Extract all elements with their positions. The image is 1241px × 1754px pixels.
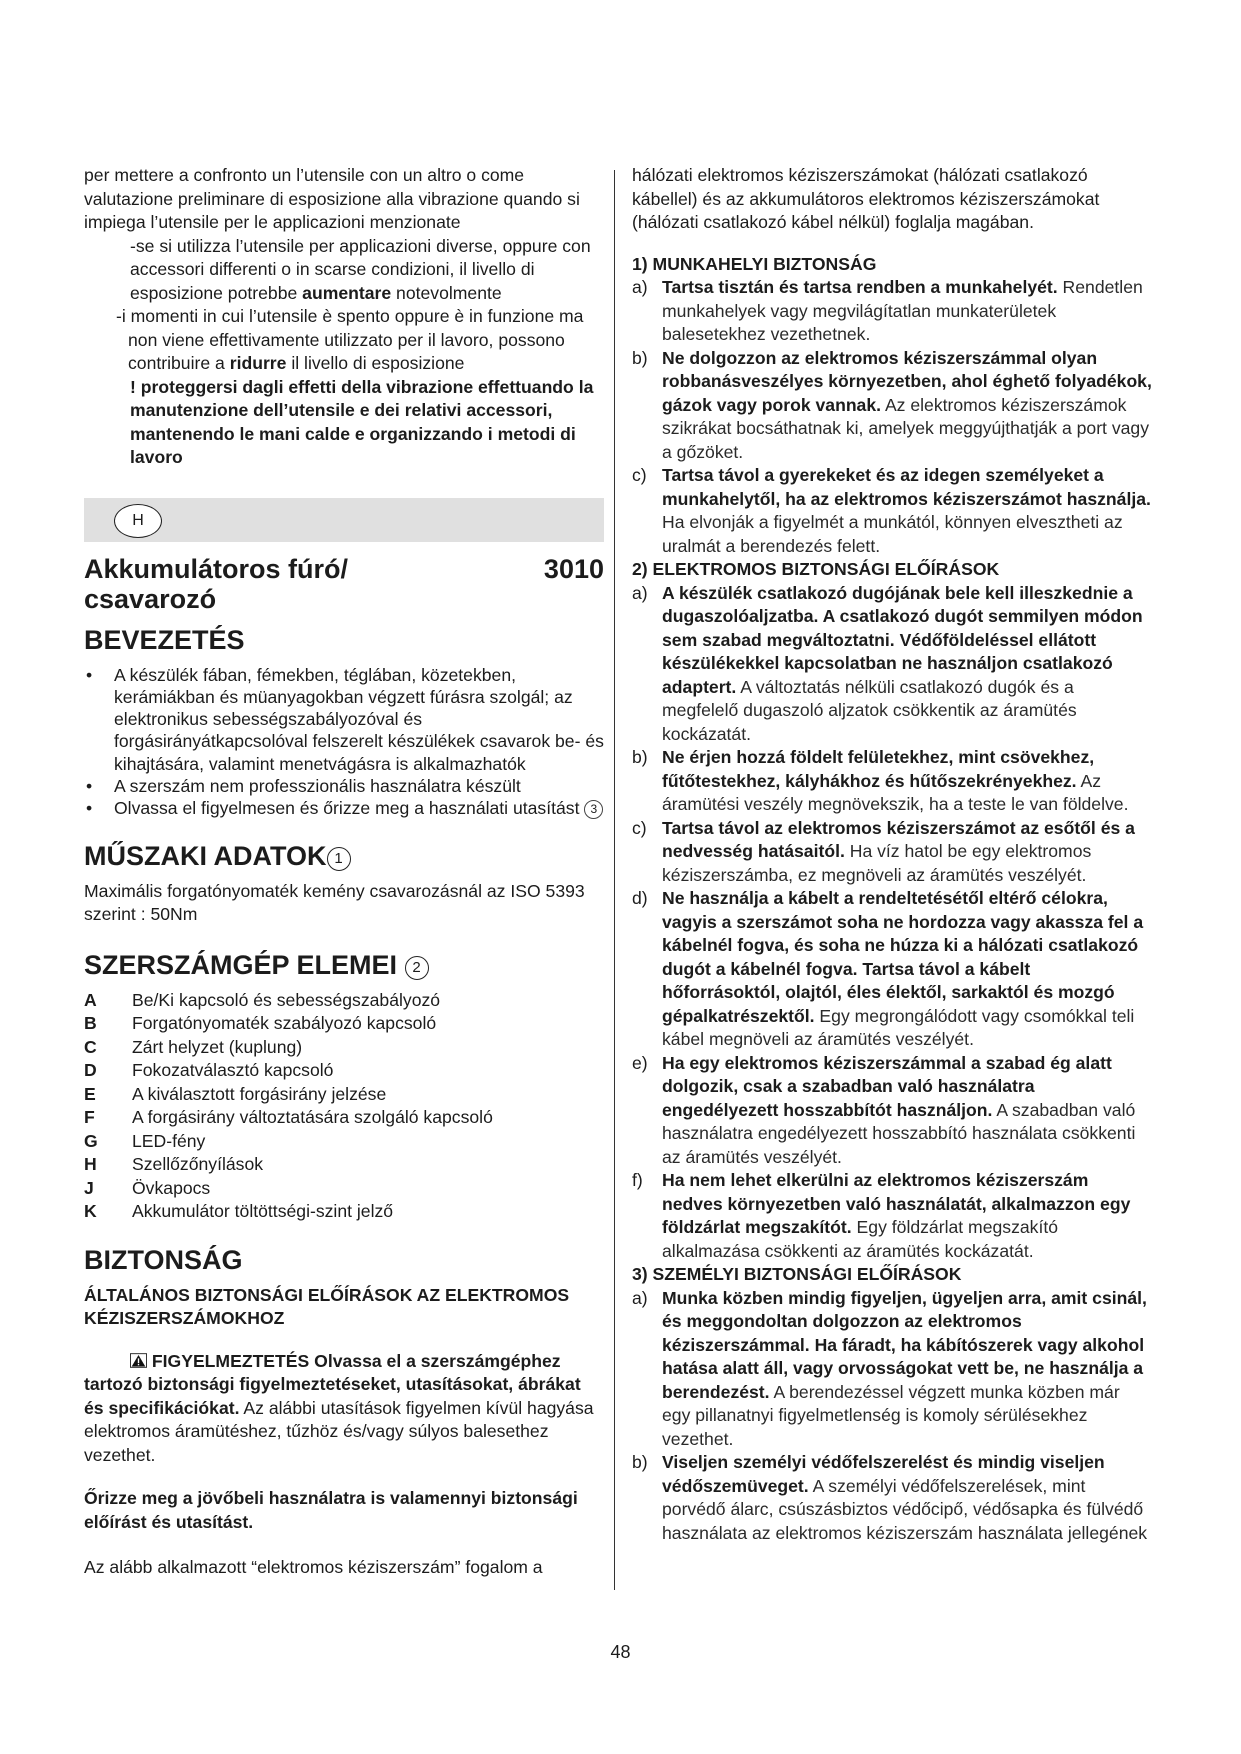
intro-paragraph: per mettere a confronto un l’utensile con un altro o come valutazione preliminare di esposizione alla vibrazione quando si impiega l’utensile per le applicazioni menzionate xyxy=(84,165,580,232)
part-label: Övkapocs xyxy=(132,1177,211,1198)
part-label: A kiválasztott forgásirány jelzése xyxy=(132,1083,387,1104)
part-label: LED-fény xyxy=(132,1130,206,1151)
heading-introduction: BEVEZETÉS xyxy=(84,624,245,655)
dash1-text-c: notevolmente xyxy=(391,282,502,303)
parts-list xyxy=(84,989,604,1224)
rule-label: b) xyxy=(632,347,648,368)
part-key: J xyxy=(84,1177,94,1198)
rule-item xyxy=(632,1169,1152,1263)
figure-ref-1: 1 xyxy=(327,847,351,871)
part-label: Fokozatválasztó kapcsoló xyxy=(132,1060,334,1081)
part-label: Akkumulátor töltöttségi-szint jelző xyxy=(132,1201,394,1222)
left-column xyxy=(84,164,604,1580)
part-label: Forgatónyomaték szabályozó kapcsoló xyxy=(132,1013,437,1034)
column-divider xyxy=(614,170,615,1590)
section-heading: 2) ELEKTROMOS BIZTONSÁGI ELŐÍRÁSOK xyxy=(632,559,1000,579)
rule-bold: Ne dolgozzon az elektromos kéziszerszámmal olyan robbanásveszélyes környezetben, ahol éghető folyadékok, gázok vagy porok vannak. xyxy=(662,347,1152,415)
heading-tool-parts xyxy=(84,949,604,981)
language-band xyxy=(84,498,604,542)
part-key: G xyxy=(84,1130,98,1151)
part-row xyxy=(84,989,604,1013)
dash1-bold: aumentare xyxy=(302,282,392,303)
part-label: A forgásirány változtatására szolgáló kapcsoló xyxy=(132,1107,493,1128)
rule-label: d) xyxy=(632,888,648,908)
rule-item xyxy=(632,1052,1152,1170)
rule-item xyxy=(632,582,1152,747)
section-electrical-safety xyxy=(632,558,1152,1263)
dash2-bold: ridurre xyxy=(229,353,287,373)
rule-item xyxy=(632,887,1152,1052)
part-label: Be/Ki kapcsoló és sebességszabályozó xyxy=(132,989,441,1010)
rule-label: e) xyxy=(632,1052,648,1073)
intro-bullet-1: • A készülék fában, fémekben, téglában, közetekben, kerámiákban és müanyagokban végzett fúrásra szolgál; az elektronikus sebességszabályozóval és forgásirányátkapcsolóval felszerelt készülékek csavarok be- és kihajtására, valamint menetvágásra is alkalmazhatók xyxy=(84,664,604,775)
part-row xyxy=(84,1036,604,1060)
rule-text: Egy megrongálódott vagy csomókkal teli kábel megnöveli az áramütés veszélyét. xyxy=(662,1005,1135,1049)
part-key: C xyxy=(84,1036,97,1057)
part-row xyxy=(84,1012,604,1036)
dash1-text-a: -se si utilizza l’utensile per applicazioni diverse, oppure con accessori differenti o in scarse condizioni, il livello di esposizione potrebbe xyxy=(130,235,591,303)
term-definition: Az alább alkalmazott “elektromos kéziszerszám” fogalom a xyxy=(84,1557,543,1578)
rule-item xyxy=(632,746,1152,817)
rule-bold: Munka közben mindig figyeljen, ügyeljen arra, amit csinál, és meggondoltan dolgozzon az elektromos kéziszerszámmal. Ha fáradt, ha kábítószerek vagy alkohol hatása alatt áll, vagy orvosságokat vett be, ne használja a berendezést. xyxy=(662,1287,1147,1402)
part-row xyxy=(84,1130,604,1154)
warning-paragraph xyxy=(84,1350,604,1468)
rule-text: A berendezéssel végzett munka közben már egy pillanatnyi figyelmetlenség is komoly sérülésekhez vezethet. xyxy=(662,1381,1120,1449)
section-personal-safety xyxy=(632,1263,1152,1545)
rule-text: A változtatás nélküli csatlakozó dugók és a megfelelő dugaszoló aljzatok csökkentik az áramütés kockázatát. xyxy=(662,676,1077,744)
continuation-paragraph: hálózati elektromos kéziszerszámokat (hálózati csatlakozó kábellel) és az akkumulátoros elektromos kéziszerszámokat (hálózati csatlakozó kábel nélkül) foglalja magában. xyxy=(632,165,1100,232)
part-key: A xyxy=(84,989,97,1010)
section-heading: 1) MUNKAHELYI BIZTONSÁG xyxy=(632,253,877,274)
rule-bold: Ne érjen hozzá földelt felületekhez, mint csövekhez, fűtőtestekhez, kályhákhoz és hűtőszekrényekhez. xyxy=(662,747,1095,791)
part-key: B xyxy=(84,1013,97,1034)
heading-safety: BIZTONSÁG xyxy=(84,1244,243,1275)
product-title: Akkumulátoros fúró/ csavarozó xyxy=(84,553,349,614)
part-row xyxy=(84,1200,604,1224)
figure-ref-3: 3 xyxy=(584,800,603,819)
part-row xyxy=(84,1059,604,1083)
part-key: H xyxy=(84,1154,97,1175)
warning-text: Az alábbi utasítások figyelmen kívül hagyása elektromos áramütéshez, tűzhöz és/vagy súlyos balesethez vezethet. xyxy=(84,1397,594,1465)
part-row xyxy=(84,1153,604,1177)
warning-triangle-icon xyxy=(130,1353,147,1368)
rule-bold: Ne használja a kábelt a rendeltetésétől eltérő célokra, vagyis a szerszámot soha ne hordozza vagy akassza fel a kábelnél fogva, és soha ne húzza ki a hálózati csatlakozó dugót a kábelnél fogva. Tartsa távol a kábelt hőforrásoktól, olajtól, éles élektől, sarkaktól és mozgó gépalkatrészektől. xyxy=(662,888,1144,1026)
heading-technical-data-text: MŰSZAKI ADATOK xyxy=(84,840,327,871)
warning-bold-text: FIGYELMEZTETÉS Olvassa el a szerszámgéphez tartozó biztonsági figyelmeztetéseket, utasításokat, ábrákat és specifikációkat. xyxy=(84,1350,581,1418)
part-key: D xyxy=(84,1060,97,1081)
rule-item xyxy=(632,347,1152,465)
rule-bold: Tartsa távol az elektromos kéziszerszámot az esőtől és a nedvesség hatásaitól. xyxy=(662,817,1135,861)
part-row xyxy=(84,1083,604,1107)
keep-instructions: Őrizze meg a jövőbeli használatra is valamennyi biztonsági előírást és utasítást. xyxy=(84,1488,578,1532)
rule-label: b) xyxy=(632,1452,648,1472)
rule-bold: Ha egy elektromos kéziszerszámmal a szabad ég alatt dolgozik, csak a szabadban való használatra engedélyezett hosszabbítót használjon. xyxy=(662,1052,1112,1120)
rule-bold: Tartsa távol a gyerekeket és az idegen személyeket a munkahelytől, ha az elektromos kéziszerszámot használja. xyxy=(662,465,1151,509)
rule-text: Az áramütési veszély megnövekszik, ha a teste le van földelve. xyxy=(662,770,1129,814)
rule-text: Az elektromos kéziszerszámok szikrákat bocsáthatnak ki, amelyek meggyújthatják a port vagy a gőzöket. xyxy=(662,394,1149,462)
rule-label: c) xyxy=(632,465,647,485)
figure-ref-2: 2 xyxy=(405,956,429,980)
intro-bullet-2: • A szerszám nem professzionális használatra készült xyxy=(84,775,604,797)
part-key: K xyxy=(84,1201,97,1222)
intro-bullet-list xyxy=(84,664,604,820)
rule-item xyxy=(632,464,1152,558)
part-label: Szellőzőnyílások xyxy=(132,1154,264,1175)
part-row xyxy=(84,1106,604,1130)
section-heading: 3) SZEMÉLYI BIZTONSÁGI ELŐÍRÁSOK xyxy=(632,1264,962,1284)
page-number: 48 xyxy=(610,1642,631,1662)
part-key: E xyxy=(84,1083,96,1104)
rule-item xyxy=(632,817,1152,888)
safety-subheading: ÁLTALÁNOS BIZTONSÁGI ELŐÍRÁSOK AZ ELEKTROMOS KÉZISZERSZÁMOKHOZ xyxy=(84,1284,570,1328)
dash-paragraph-1 xyxy=(84,235,604,306)
rule-bold: Viseljen személyi védőfelszerelést és mindig viseljen védőszemüveget. xyxy=(662,1452,1105,1496)
rule-label: a) xyxy=(632,277,648,297)
language-badge: H xyxy=(114,504,162,538)
rule-label: b) xyxy=(632,747,648,767)
rule-item xyxy=(632,276,1152,347)
heading-technical-data xyxy=(84,840,604,872)
rule-text: Rendetlen munkahelyek vagy megvilágítatlan munkaterületek balesetekhez vezethetnek. xyxy=(662,277,1143,344)
intro-bullet-3-text: Olvassa el figyelmesen és őrizze meg a használati utasítást xyxy=(114,798,580,819)
rule-item xyxy=(632,1287,1152,1452)
rule-item xyxy=(632,1451,1152,1545)
rule-text: Ha víz hatol be egy elektromos kéziszerszámba, ez megnöveli az áramütés veszélyét. xyxy=(662,841,1092,885)
dash-paragraph-2 xyxy=(84,305,604,376)
rule-text: Ha elvonják a figyelmét a munkától, könnyen elvesztheti az uralmát a berendezés felett. xyxy=(662,512,1123,556)
part-key: F xyxy=(84,1107,95,1128)
rule-label: a) xyxy=(632,582,648,603)
rule-text: Egy földzárlat megszakító alkalmazása csökkenti az áramütés kockázatát. xyxy=(662,1217,1059,1261)
part-row xyxy=(84,1177,604,1201)
section-workplace-safety xyxy=(632,253,1152,559)
dash2-text-c: il livello di esposizione xyxy=(286,353,465,373)
right-column xyxy=(632,164,1152,1545)
rule-label: a) xyxy=(632,1287,648,1308)
intro-bullet-3 xyxy=(84,797,604,819)
product-title-row xyxy=(84,554,604,614)
rule-text: A szabadban való használatra engedélyezett hosszabbító használata csökkenti az áramütés veszélyét. xyxy=(662,1099,1136,1167)
model-number: 3010 xyxy=(543,553,604,584)
rule-label: f) xyxy=(632,1170,643,1190)
technical-data-text: Maximális forgatónyomaték kemény csavarozásnál az ISO 5393 szerint : 50Nm xyxy=(84,880,585,925)
vibration-warning: ! proteggersi dagli effetti della vibrazione effettuando la manutenzione dell’utensile e dei relativi accessori, mantenendo le mani calde e organizzando i metodi di lavoro xyxy=(130,376,594,467)
rule-text: A személyi védőfelszerelések, mint porvédő álarc, csúszásbiztos védőcipő, védősapka és fülvédő használata az elektromos kéziszerszám használata jellegének xyxy=(662,1475,1148,1543)
dash2-text-a: -i momenti in cui l’utensile è spento oppure è in funzione ma non viene effettivamente utilizzato per il lavoro, possono contribuire a xyxy=(116,306,584,373)
heading-tool-parts-text: SZERSZÁMGÉP ELEMEI xyxy=(84,949,398,980)
rule-bold: Tartsa tisztán és tartsa rendben a munkahelyét. xyxy=(662,277,1058,297)
rule-bold: A készülék csatlakozó dugójának bele kell illeszkednie a dugaszolóaljzatba. A csatlakozó dugót semmilyen módon sem szabad megváltoztatni. Védőföldeléssel ellátott készülékekkel kapcsolatban ne használjon csatlakozó adaptert. xyxy=(662,582,1143,697)
part-label: Zárt helyzet (kuplung) xyxy=(132,1036,303,1057)
rule-label: c) xyxy=(632,817,647,838)
rule-bold: Ha nem lehet elkerülni az elektromos kéziszerszám nedves környezetben való használatát, alkalmazzon egy földzárlat megszakítót. xyxy=(662,1170,1131,1237)
